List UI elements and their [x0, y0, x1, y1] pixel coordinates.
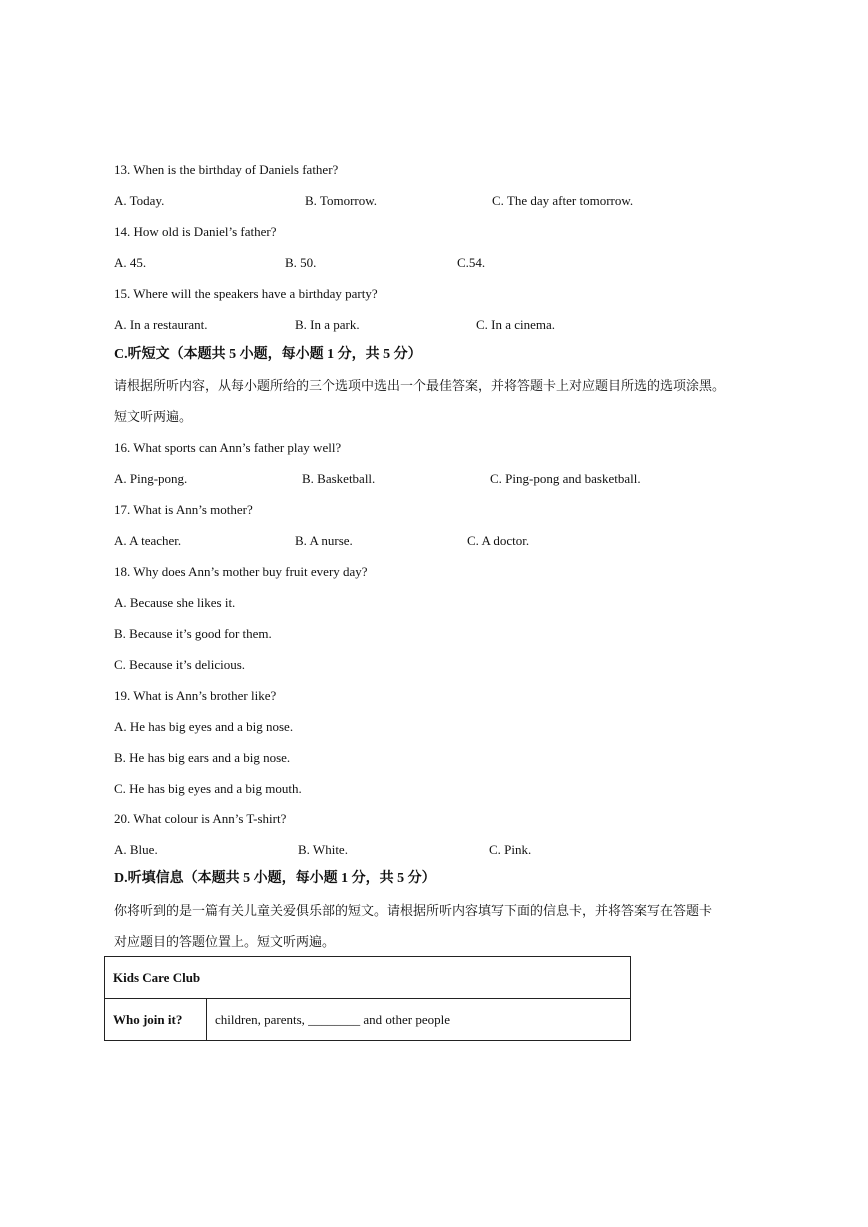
- option-16a: A. Ping-pong.: [114, 471, 188, 486]
- option-13a: A. Today.: [114, 193, 165, 208]
- question-18: 18. Why does Ann’s mother buy fruit every day?: [114, 564, 368, 579]
- option-16b: B. Basketball.: [302, 471, 376, 486]
- option-14a: A. 45.: [114, 255, 147, 270]
- info-card-row-label: Who join it?: [105, 999, 207, 1041]
- section-c-instruction-2: 短文听两遍。: [114, 409, 193, 424]
- info-card-title: Kids Care Club: [105, 957, 631, 999]
- option-18c: C. Because it’s delicious.: [114, 657, 246, 672]
- option-18b: B. Because it’s good for them.: [114, 626, 272, 641]
- question-14: 14. How old is Daniel’s father?: [114, 224, 277, 239]
- section-d-instruction-1: 你将听到的是一篇有关儿童关爱俱乐部的短文。请根据所听内容填写下面的信息卡，并将答案写在答题卡: [114, 903, 713, 918]
- option-20b: B. White.: [298, 842, 348, 857]
- option-14b: B. 50.: [285, 255, 317, 270]
- section-c-heading: C.听短文（本题共 5 小题，每小题 1 分，共 5 分）: [114, 347, 422, 362]
- question-16: 16. What sports can Ann’s father play well?: [114, 440, 342, 455]
- option-15a: A. In a restaurant.: [114, 317, 208, 332]
- section-c-instruction-1: 请根据所听内容，从每小题所给的三个选项中选出一个最佳答案，并将答题卡上对应题目所选的选项涂黑。: [114, 378, 726, 393]
- option-20a: A. Blue.: [114, 842, 158, 857]
- question-15: 15. Where will the speakers have a birthday party?: [114, 286, 378, 301]
- option-14c: C.54.: [457, 255, 486, 270]
- section-d-instruction-2: 对应题目的答题位置上。短文听两遍。: [114, 934, 336, 949]
- option-19c: C. He has big eyes and a big mouth.: [114, 781, 302, 796]
- option-15c: C. In a cinema.: [476, 317, 556, 332]
- option-13b: B. Tomorrow.: [305, 193, 378, 208]
- info-card-row-value: children, parents, ________ and other people: [207, 999, 631, 1041]
- info-card-table: [104, 956, 631, 1041]
- option-16c: C. Ping-pong and basketball.: [490, 471, 641, 486]
- option-15b: B. In a park.: [295, 317, 360, 332]
- option-17c: C. A doctor.: [467, 533, 530, 548]
- option-18a: A. Because she likes it.: [114, 595, 236, 610]
- question-17: 17. What is Ann’s mother?: [114, 502, 253, 517]
- option-20c: C. Pink.: [489, 842, 532, 857]
- option-17b: B. A nurse.: [295, 533, 353, 548]
- option-13c: C. The day after tomorrow.: [492, 193, 634, 208]
- option-19b: B. He has big ears and a big nose.: [114, 750, 291, 765]
- section-d-heading: D.听填信息（本题共 5 小题，每小题 1 分，共 5 分）: [114, 871, 436, 886]
- question-20: 20. What colour is Ann’s T-shirt?: [114, 811, 287, 826]
- question-19: 19. What is Ann’s brother like?: [114, 688, 277, 703]
- option-19a: A. He has big eyes and a big nose.: [114, 719, 294, 734]
- option-17a: A. A teacher.: [114, 533, 182, 548]
- question-13: 13. When is the birthday of Daniels father?: [114, 162, 339, 177]
